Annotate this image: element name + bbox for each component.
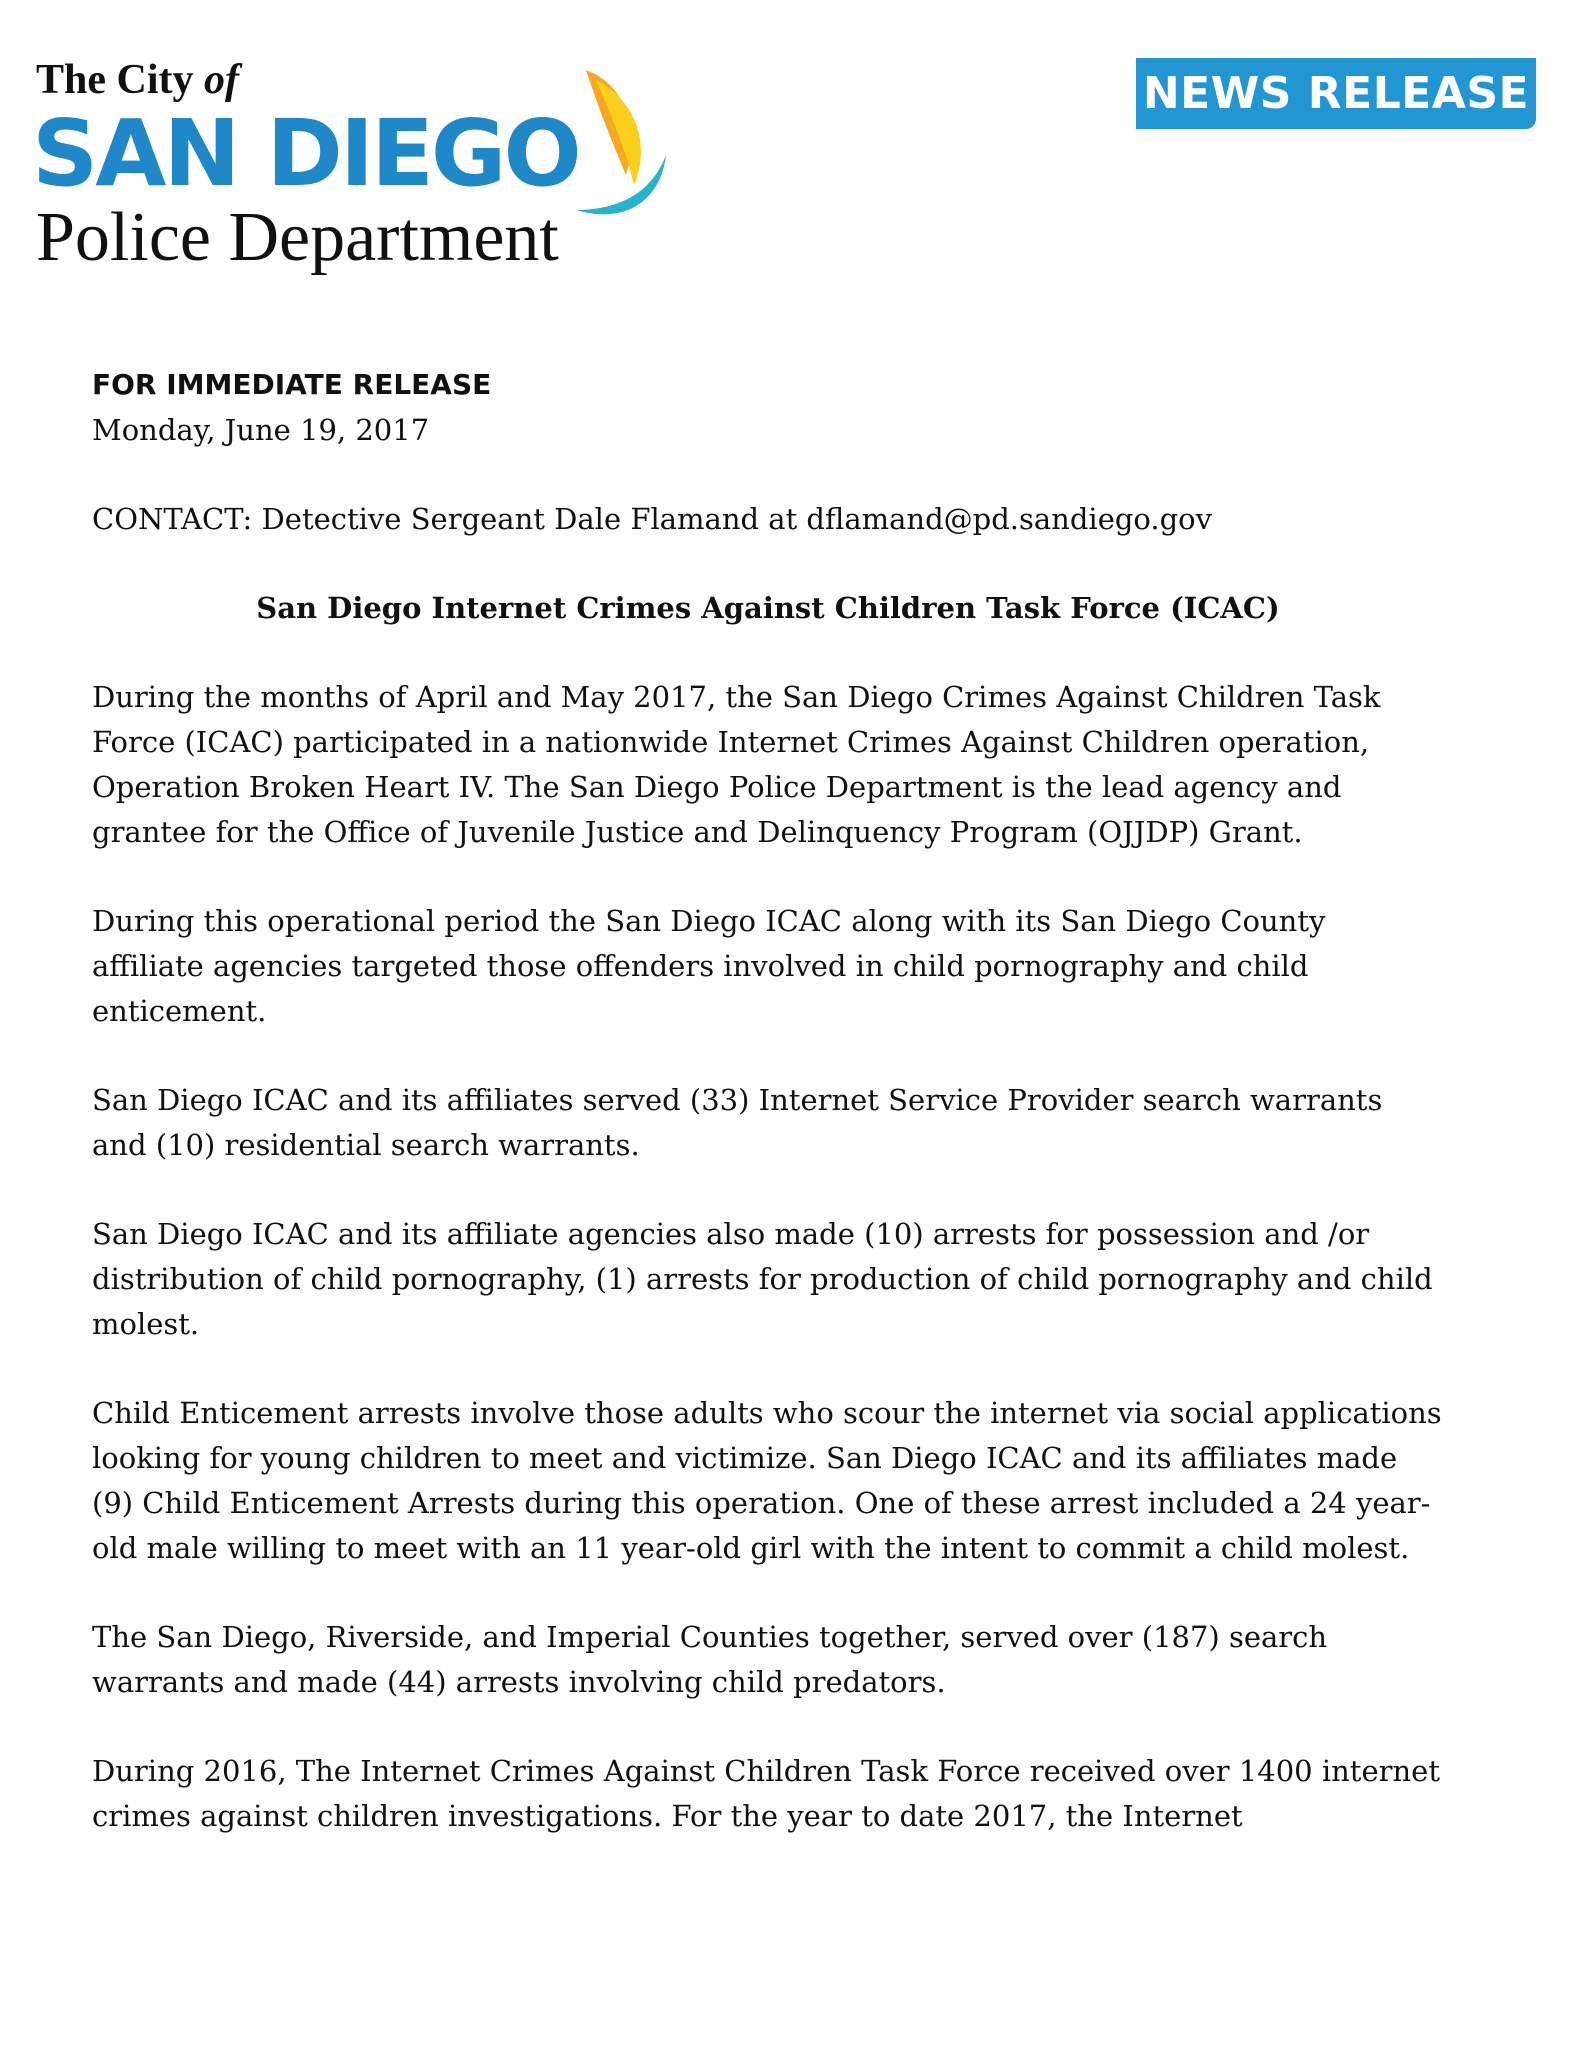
document-title: San Diego Internet Crimes Against Children Task Force (ICAC): [256, 591, 1280, 625]
sail-teal-shape: [576, 155, 666, 214]
paragraph-arrests: San Diego ICAC and its affiliate agencies also made (10) arrests for possession and /or distribution of child pornography, (1) arrests for production of child pornography and child molest.: [92, 1217, 1433, 1341]
logo-city-of: of: [204, 57, 239, 103]
release-date: Monday, June 19, 2017: [92, 413, 430, 447]
paragraph-search-warrants: San Diego ICAC and its affiliates served (33) Internet Service Provider search warrants and (10) residential search warrants.: [92, 1083, 1383, 1162]
logo-san-diego: SAN DIEGO: [32, 100, 579, 207]
logo-police-department: Police Department: [36, 199, 559, 276]
logo-city-text: The City: [36, 57, 194, 103]
paragraph-operation-overview: During the months of April and May 2017, the San Diego Crimes Against Children Task Force (ICAC) participated in a nationwide Internet Crimes Against Children operation, Operation Broken Heart IV. The San Diego Police Department is the lead agency and grantee for the Office of Juvenile Justice and Delinquency Program (OJJDP) Grant.: [92, 680, 1381, 849]
paragraph-child-enticement: Child Enticement arrests involve those adults who scour the internet via social applications looking for young children to meet and victimize. San Diego ICAC and its affiliates made (9) Child Enticement Arrests during this operation. One of these arrest included a 24 year-old male willing to meet with an 11 year-old girl with the intent to commit a child molest.: [92, 1396, 1442, 1565]
paragraph-counties-totals: The San Diego, Riverside, and Imperial Counties together, served over (187) search warrants and made (44) arrests involving child predators.: [92, 1620, 1328, 1699]
paragraph-targets: During this operational period the San Diego ICAC along with its San Diego County affiliate agencies targeted those offenders involved in child pornography and child enticement.: [92, 904, 1326, 1028]
news-release-badge: NEWS RELEASE: [1136, 58, 1536, 129]
paragraph-2016-statistics: During 2016, The Internet Crimes Against Children Task Force received over 1400 internet crimes against children investigations. For the year to date 2017, the Internet: [92, 1754, 1440, 1833]
contact-line: CONTACT: Detective Sergeant Dale Flamand at dflamand@pd.sandiego.gov: [92, 502, 1212, 536]
release-label: FOR IMMEDIATE RELEASE: [92, 368, 492, 401]
logo-city-line: [36, 56, 239, 104]
press-release-body: [92, 362, 1512, 1839]
department-logo: [32, 50, 656, 290]
